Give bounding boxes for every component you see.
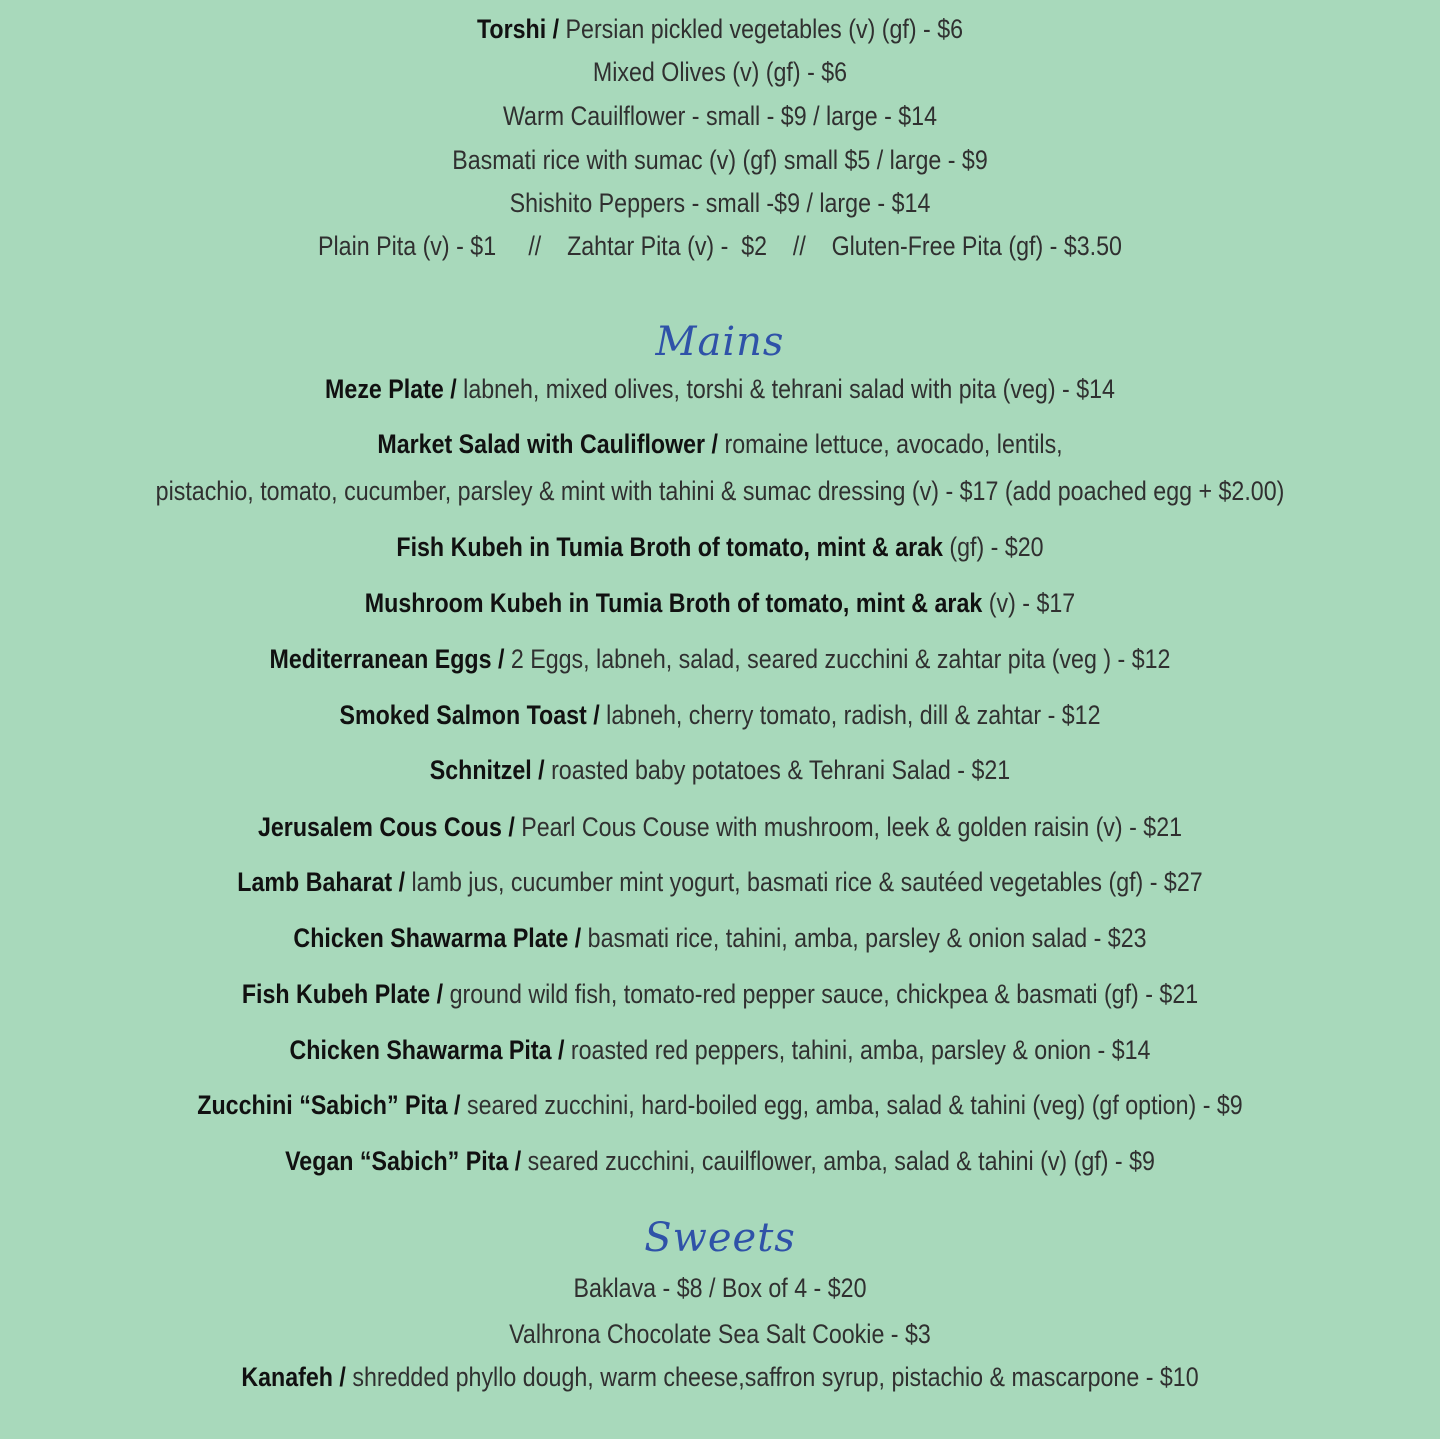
menu-item bbox=[101, 698, 1339, 732]
item-name: Mushroom Kubeh in Tumia Broth of tomato, mint & arak bbox=[364, 588, 983, 618]
menu-item bbox=[101, 427, 1339, 461]
menu-item bbox=[101, 12, 1339, 46]
menu-item bbox=[101, 1317, 1339, 1351]
item-description: Persian pickled vegetables (v) (gf) - $6 bbox=[565, 14, 964, 44]
item-name: Schnitzel / bbox=[429, 755, 545, 785]
item-description: (gf) - $20 bbox=[949, 532, 1044, 562]
menu-item bbox=[101, 372, 1339, 406]
item-description: Warm Cauilflower - small - $9 / large - $14 bbox=[502, 101, 938, 131]
section-heading-sweets: Sweets bbox=[644, 1215, 796, 1261]
item-name: Chicken Shawarma Plate / bbox=[293, 923, 582, 953]
menu-item bbox=[101, 753, 1339, 787]
item-description: Baklava - $8 / Box of 4 - $20 bbox=[573, 1273, 867, 1303]
menu-item-continued bbox=[101, 474, 1339, 508]
item-description: ground wild fish, tomato-red pepper sauce, chickpea & basmati (gf) - $21 bbox=[449, 979, 1199, 1009]
item-name: Lamb Baharat / bbox=[237, 867, 406, 897]
menu-item bbox=[101, 810, 1339, 844]
menu-item bbox=[101, 642, 1339, 676]
menu-item bbox=[101, 921, 1339, 955]
item-description: pistachio, tomato, cucumber, parsley & mint with tahini & sumac dressing (v) - $17 (add poached egg + $2.00) bbox=[155, 476, 1285, 506]
item-name: Smoked Salmon Toast / bbox=[339, 700, 600, 730]
item-name: Mediterranean Eggs / bbox=[269, 644, 505, 674]
menu-item bbox=[101, 865, 1339, 899]
menu-item bbox=[101, 977, 1339, 1011]
item-description: Basmati rice with sumac (v) (gf) small $5 / large - $9 bbox=[452, 145, 988, 175]
menu-item bbox=[101, 586, 1339, 620]
item-name: Kanafeh / bbox=[241, 1362, 346, 1392]
item-description: lamb jus, cucumber mint yogurt, basmati rice & sautéed vegetables (gf) - $27 bbox=[411, 867, 1203, 897]
item-description: roasted baby potatoes & Tehrani Salad - $21 bbox=[551, 755, 1011, 785]
item-description: Mixed Olives (v) (gf) - $6 bbox=[592, 57, 848, 87]
menu-item bbox=[101, 99, 1339, 133]
item-name: Zucchini “Sabich” Pita / bbox=[197, 1090, 461, 1120]
item-description: Plain Pita (v) - $1 // Zahtar Pita (v) - $2 // Gluten-Free Pita (gf) - $3.50 bbox=[318, 231, 1122, 261]
item-name: Market Salad with Cauliflower / bbox=[377, 429, 718, 459]
menu-item bbox=[101, 55, 1339, 89]
item-description: roasted red peppers, tahini, amba, parsley & onion - $14 bbox=[570, 1035, 1151, 1065]
item-description: basmati rice, tahini, amba, parsley & onion salad - $23 bbox=[587, 923, 1147, 953]
menu-item bbox=[101, 1144, 1339, 1178]
menu-item bbox=[101, 1088, 1339, 1122]
item-description: Pearl Cous Couse with mushroom, leek & golden raisin (v) - $21 bbox=[521, 812, 1183, 842]
item-description: seared zucchini, cauilflower, amba, salad & tahini (v) (gf) - $9 bbox=[527, 1146, 1155, 1176]
item-description: labneh, mixed olives, torshi & tehrani salad with pita (veg) - $14 bbox=[463, 374, 1115, 404]
menu-item bbox=[101, 143, 1339, 177]
item-name: Vegan “Sabich” Pita / bbox=[285, 1146, 522, 1176]
item-name: Torshi / bbox=[476, 14, 560, 44]
item-description: labneh, cherry tomato, radish, dill & zahtar - $12 bbox=[606, 700, 1101, 730]
item-description: romaine lettuce, avocado, lentils, bbox=[724, 429, 1063, 459]
menu-item bbox=[101, 229, 1339, 263]
item-name: Chicken Shawarma Pita / bbox=[289, 1035, 565, 1065]
item-description: (v) - $17 bbox=[988, 588, 1076, 618]
menu-item bbox=[101, 186, 1339, 220]
item-description: Shishito Peppers - small -$9 / large - $14 bbox=[509, 188, 931, 218]
section-heading-mains: Mains bbox=[655, 319, 785, 365]
item-description: shredded phyllo dough, warm cheese,saffron syrup, pistachio & mascarpone - $10 bbox=[352, 1362, 1199, 1392]
item-description: Valhrona Chocolate Sea Salt Cookie - $3 bbox=[509, 1319, 931, 1349]
menu-item bbox=[101, 1271, 1339, 1305]
item-name: Meze Plate / bbox=[325, 374, 457, 404]
item-description: seared zucchini, hard-boiled egg, amba, salad & tahini (veg) (gf option) - $9 bbox=[466, 1090, 1243, 1120]
menu-item bbox=[101, 1033, 1339, 1067]
item-description: 2 Eggs, labneh, salad, seared zucchini & zahtar pita (veg ) - $12 bbox=[510, 644, 1171, 674]
item-name: Jerusalem Cous Cous / bbox=[257, 812, 515, 842]
menu-item bbox=[101, 1360, 1339, 1394]
item-name: Fish Kubeh Plate / bbox=[241, 979, 444, 1009]
menu-item bbox=[101, 530, 1339, 564]
item-name: Fish Kubeh in Tumia Broth of tomato, mint & arak bbox=[396, 532, 943, 562]
